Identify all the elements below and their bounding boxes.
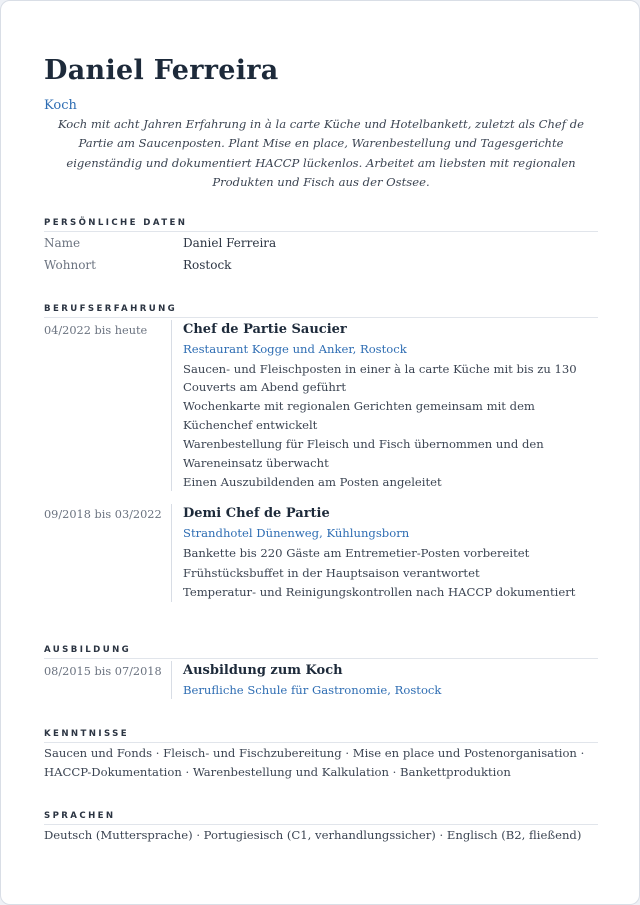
school-name: Berufliche Schule für Gastronomie, Rostock bbox=[183, 683, 442, 697]
languages-section bbox=[44, 811, 598, 845]
job-bullet: Temperatur- und Reinigungskontrollen nach HACCP dokumentiert bbox=[183, 585, 576, 600]
job-title: Chef de Partie Saucier bbox=[183, 322, 347, 337]
section-title-experience: BERUFSERFAHRUNG bbox=[44, 304, 598, 318]
section-title-skills: KENNTNISSE bbox=[44, 729, 598, 743]
personal-row-name bbox=[44, 232, 598, 254]
profile-summary: Koch mit acht Jahren Erfahrung in à la carte Küche und Hotelbankett, zuletzt als Chef de Partie am Saucenposten. Plant Mise en place, Warenbestellung und Tagesgerichte eigenständig und dokumentiert HACCP lückenlos. Arbeitet am liebsten mit regionalen Produkten und Fisch aus der Ostsee. bbox=[57, 117, 585, 190]
job-title: Demi Chef de Partie bbox=[183, 506, 330, 522]
personal-data-section bbox=[44, 218, 598, 276]
job-bullet: Frühstücksbuffet in der Hauptsaison verantwortet bbox=[183, 565, 480, 580]
education-entry bbox=[44, 661, 598, 699]
entry-body bbox=[171, 320, 598, 491]
job-bullet: Saucen- und Fleischposten in einer à la carte Küche mit bis zu 130 Couverts am Abend geführt bbox=[183, 361, 577, 394]
experience-entry bbox=[44, 320, 598, 491]
entry-date: 09/2018 bis 03/2022 bbox=[44, 508, 162, 522]
degree-title: Ausbildung zum Koch bbox=[183, 663, 343, 678]
experience-section bbox=[44, 304, 598, 602]
personal-value: Daniel Ferreira bbox=[183, 236, 277, 250]
candidate-name: Daniel Ferreira bbox=[44, 55, 279, 86]
skills-section bbox=[44, 729, 598, 782]
entry-body bbox=[171, 661, 598, 699]
section-title-education: AUSBILDUNG bbox=[44, 645, 598, 659]
job-bullet: Einen Auszubildenden am Posten angeleitet bbox=[183, 475, 442, 490]
personal-label: Wohnort bbox=[44, 258, 96, 272]
resume-content bbox=[44, 53, 598, 842]
personal-row-residence bbox=[44, 254, 598, 276]
education-section bbox=[44, 645, 598, 699]
languages-text: Deutsch (Muttersprache) · Portugiesisch (C1, verhandlungssicher) · Englisch (B2, fließend) bbox=[44, 828, 582, 842]
employer: Strandhotel Dünenweg, Kühlungsborn bbox=[183, 526, 410, 541]
employer: Restaurant Kogge und Anker, Rostock bbox=[183, 342, 407, 356]
section-title-personal: PERSÖNLICHE DATEN bbox=[44, 218, 598, 232]
job-bullet: Warenbestellung für Fleisch und Fisch übernommen und den Wareneinsatz überwacht bbox=[183, 437, 544, 470]
entry-date: 08/2015 bis 07/2018 bbox=[44, 665, 162, 678]
skills-text: Saucen und Fonds · Fleisch- und Fischzubereitung · Mise en place und Postenorganisation · HACCP-Dokumentation · Warenbestellung und Kalkulation · Bankettproduktion bbox=[44, 746, 585, 780]
entry-date: 04/2022 bis heute bbox=[44, 324, 148, 337]
candidate-role: Koch bbox=[44, 98, 77, 113]
section-title-languages: SPRACHEN bbox=[44, 811, 598, 825]
personal-value: Rostock bbox=[183, 258, 232, 272]
job-bullet: Wochenkarte mit regionalen Gerichten gemeinsam mit dem Küchenchef entwickelt bbox=[183, 399, 535, 432]
personal-label: Name bbox=[44, 236, 81, 250]
job-bullet: Bankette bis 220 Gäste am Entremetier-Posten vorbereitet bbox=[183, 545, 530, 560]
entry-body bbox=[171, 504, 598, 601]
experience-entry bbox=[44, 504, 598, 601]
